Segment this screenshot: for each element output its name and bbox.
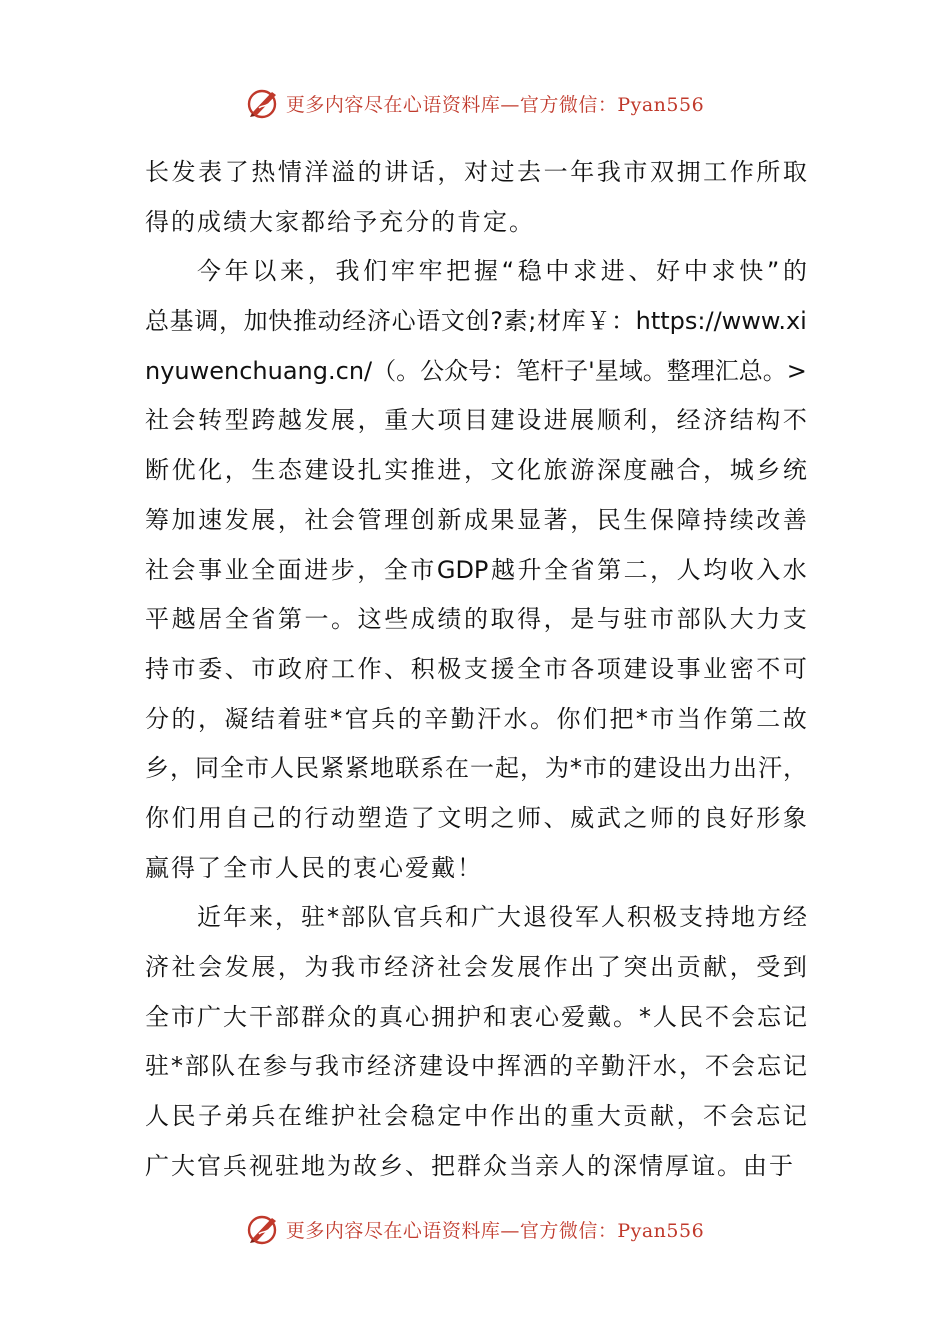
text-line: 筹 加 速 发 展 ， 社 会 管 理 创 新 成 果 显 著 ， 民 生 保 障 持 续 改 善: [145, 505, 807, 534]
text-line: 断 优 化 ， 生 态 建 设 扎 实 推 进 ， 文 化 旅 游 深 度 融 合 ， 城 乡 统: [145, 456, 807, 485]
footer-banner: [0, 1212, 950, 1246]
text-line: 乡 ， 同 全 市 人 民 紧 紧 地 联 系 在 一 起 ， 为 * 市 的 建 设 出 力 出 汗 ，: [145, 754, 807, 783]
text-line: 你 们 用 自 己 的 行 动 塑 造 了 文 明 之 师 、 威 武 之 师 的 良 好 形 象: [145, 803, 807, 832]
text-line: 广大官兵视驻地为故乡、把群众当亲人的深情厚谊。由于: [145, 1151, 795, 1180]
text-line: 近 年 来 ， 驻 * 部 队 官 兵 和 广 大 退 役 军 人 积 极 支 持 地 方 经: [197, 903, 807, 932]
paragraph: [145, 893, 807, 1191]
text-line: 全 市 广 大 干 部 群 众 的 真 心 拥 护 和 衷 心 爱 戴 。 * 人 民 不 会 忘 记: [145, 1002, 807, 1031]
paragraph: [145, 148, 807, 247]
text-line: 赢得了全市人民的衷心爱戴！: [145, 853, 483, 882]
text-line: 总 基 调 ， 加 快 推 动 经 济 心 语 文 创 ? 素 ; 材 库 ￥ ： https://www.xi: [145, 307, 807, 336]
text-line: 平 越 居 全 省 第 一 。 这 些 成 绩 的 取 得 ， 是 与 驻 市 部 队 大 力 支: [145, 605, 807, 634]
header-banner: [0, 86, 950, 120]
text-line: nyuwenchuang.cn/ （ 。 公 众 号 ： 笔 杆 子 ' 星 域 。 整 理 汇 总 。 >: [145, 356, 807, 385]
text-line: 分 的 ， 凝 结 着 驻 * 官 兵 的 辛 勤 汗 水 。 你 们 把 * 市 当 作 第 二 故: [145, 704, 807, 733]
text-line: 长 发 表 了 热 情 洋 溢 的 讲 话 ， 对 过 去 一 年 我 市 双 拥 工 作 所 取: [145, 158, 807, 186]
paragraph: [145, 247, 807, 893]
text-line: 人 民 子 弟 兵 在 维 护 社 会 稳 定 中 作 出 的 重 大 贡 献 ， 不 会 忘 记: [145, 1102, 807, 1131]
pen-logo-icon: [246, 86, 280, 120]
text-line: 济 社 会 发 展 ， 为 我 市 经 济 社 会 发 展 作 出 了 突 出 贡 献 ， 受 到: [145, 953, 807, 981]
text-line: 社 会 转 型 跨 越 发 展 ， 重 大 项 目 建 设 进 展 顺 利 ， 经 济 结 构 不: [145, 406, 807, 435]
banner-text: 更多内容尽在心语资料库—官方微信：Pyan556: [285, 93, 705, 116]
text-line: 今 年 以 来 ， 我 们 牢 牢 把 握 “ 稳 中 求 进 、 好 中 求 快 ” 的: [197, 257, 807, 286]
banner-text: 更多内容尽在心语资料库—官方微信：Pyan556: [285, 1219, 705, 1242]
document-body: [145, 148, 807, 1191]
text-line: 得的成绩大家都给予充分的肯定。: [145, 207, 535, 236]
text-line: 持 市 委 、 市 政 府 工 作 、 积 极 支 援 全 市 各 项 建 设 事 业 密 不 可: [145, 654, 807, 683]
text-line: 社 会 事 业 全 面 进 步 ， 全 市 GDP 越 升 全 省 第 二 ， 人 均 收 入 水: [145, 555, 807, 584]
text-line: 驻 * 部 队 在 参 与 我 市 经 济 建 设 中 挥 洒 的 辛 勤 汗 水 ， 不 会 忘 记: [145, 1052, 807, 1081]
pen-logo-icon: [246, 1212, 280, 1246]
